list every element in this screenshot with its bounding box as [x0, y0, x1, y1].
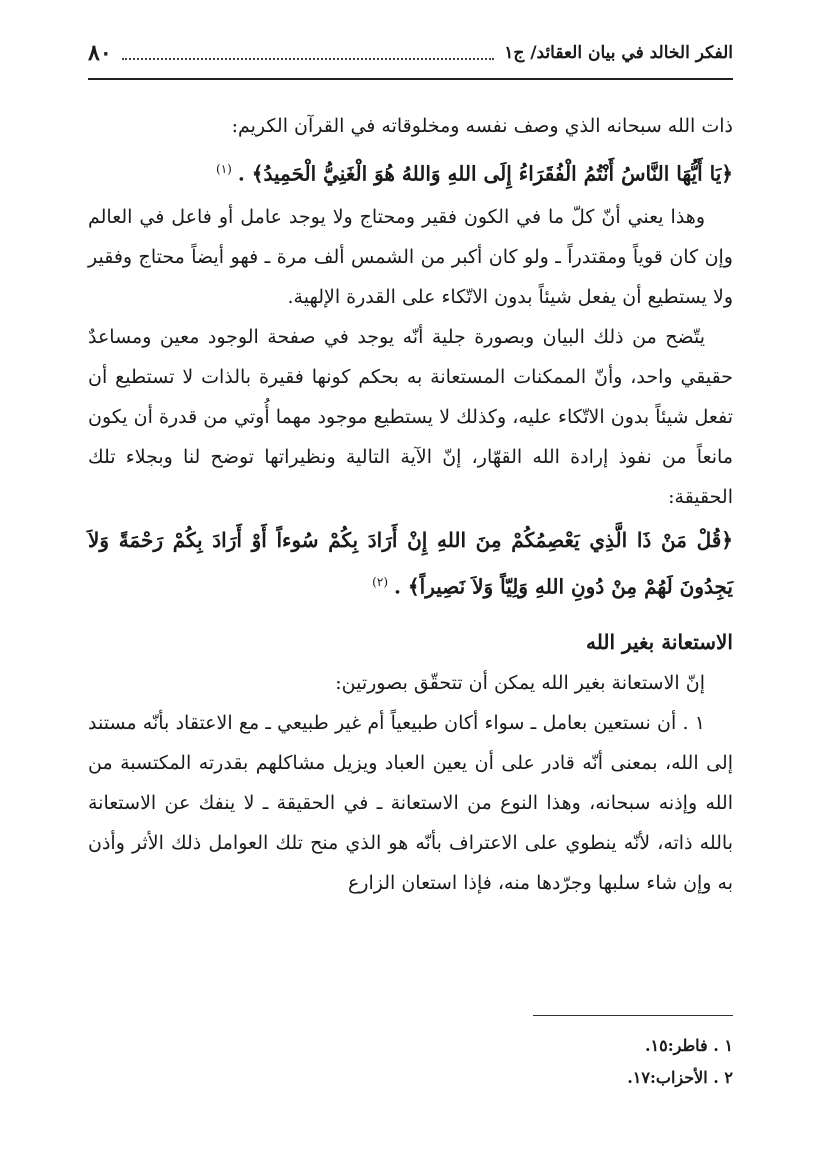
section-heading: الاستعانة بغير الله [586, 630, 733, 655]
page-header [88, 38, 733, 68]
footnote-ref-2: (٢) [372, 574, 388, 589]
header-rule [88, 78, 733, 80]
quran-verse-1 [88, 148, 733, 195]
header-dotted-leader [122, 46, 495, 60]
page-body [88, 106, 733, 903]
verse-text: ﴿يَا أَيُّهَا النَّاسُ أَنْتُمُ الْفُقَرَاءُ إِلَى اللهِ وَاللهُ هُوَ الْغَنِيُّ الْحَمِيدُ﴾ . [237, 161, 733, 186]
footnotes [88, 1030, 733, 1094]
paragraph-clarification: يتّضح من ذلك البيان وبصورة جلية أنّه يوجد في صفحة الوجود معين ومساعدٌ حقيقي واحد، وأنّ الممكنات المستعانة به بحكم كونها فقيرة بالذات لا تستطيع أن تفعل شيئاً بدون الاتّكاء عليه، وكذلك لا يستطيع موجود مهما أُوتي من قدرة أن يكون مانعاً من نفوذ إرادة الله القهّار، إنّ الآية التالية ونظيراتها توضح لنا وبجلاء تلك الحقيقة: [88, 325, 733, 508]
paragraph-need: وهذا يعني أنّ كلّ ما في الكون فقير ومحتاج ولا يوجد عامل أو فاعل في العالم وإن كان قوياً ومقتدراً ـ ولو كان أكبر من الشمس ألف مرة ـ فهو أيضاً محتاج وفقير ولا يستطيع أن يفعل شيئاً بدون الاتّكاء على القدرة الإلهية. [88, 205, 733, 308]
footnote-ref-1: (١) [216, 162, 232, 176]
paragraph-intro: ذات الله سبحانه الذي وصف نفسه ومخلوقاته في القرآن الكريم: [231, 115, 733, 137]
footnote-rule [533, 1015, 733, 1016]
paragraph-two-forms: إنّ الاستعانة بغير الله يمكن أن تتحقّق بصورتين: [335, 672, 705, 695]
running-title: الفكر الخالد في بيان العقائد/ ج١ [504, 43, 733, 63]
footnote-1: ١ . فاطر:١٥. [644, 1036, 733, 1055]
verse-text: ﴿قُلْ مَنْ ذَا الَّذِي يَعْصِمُكُمْ مِنَ اللهِ إِنْ أَرَادَ بِكُمْ سُوءاً أَوْ أَرَادَ بِكُمْ رَحْمَةً وَلاَ يَجِدُونَ لَهُمْ مِنْ دُونِ اللهِ وَلِيّاً وَلاَ نَصِيراً﴾ . [88, 527, 733, 599]
paragraph-form-one: ١ . أن نستعين بعامل ـ سواء أكان طبيعياً أم غير طبيعي ـ مع الاعتقاد بأنّه مستند إلى الله، بمعنى أنّه قادر على أن يعين العباد ويزيل مشاكلهم بقدرته المكتسبة من الله وإذنه سبحانه، وهذا النوع من الاستعانة ـ في الحقيقة ـ لا ينفك عن الاستعانة بالله ذاته، لأنّه ينطوي على الاعتراف بأنّه هو الذي منح تلك العوامل ذلك الأثر وأذن به وإن شاء سلبها وجرّدها منه، فإذا استعان الزارع [88, 712, 733, 895]
page-number: ٨٠ [88, 40, 112, 66]
footnote-2: ٢ . الأحزاب:١٧. [627, 1068, 733, 1087]
quran-verse-2 [88, 519, 733, 608]
